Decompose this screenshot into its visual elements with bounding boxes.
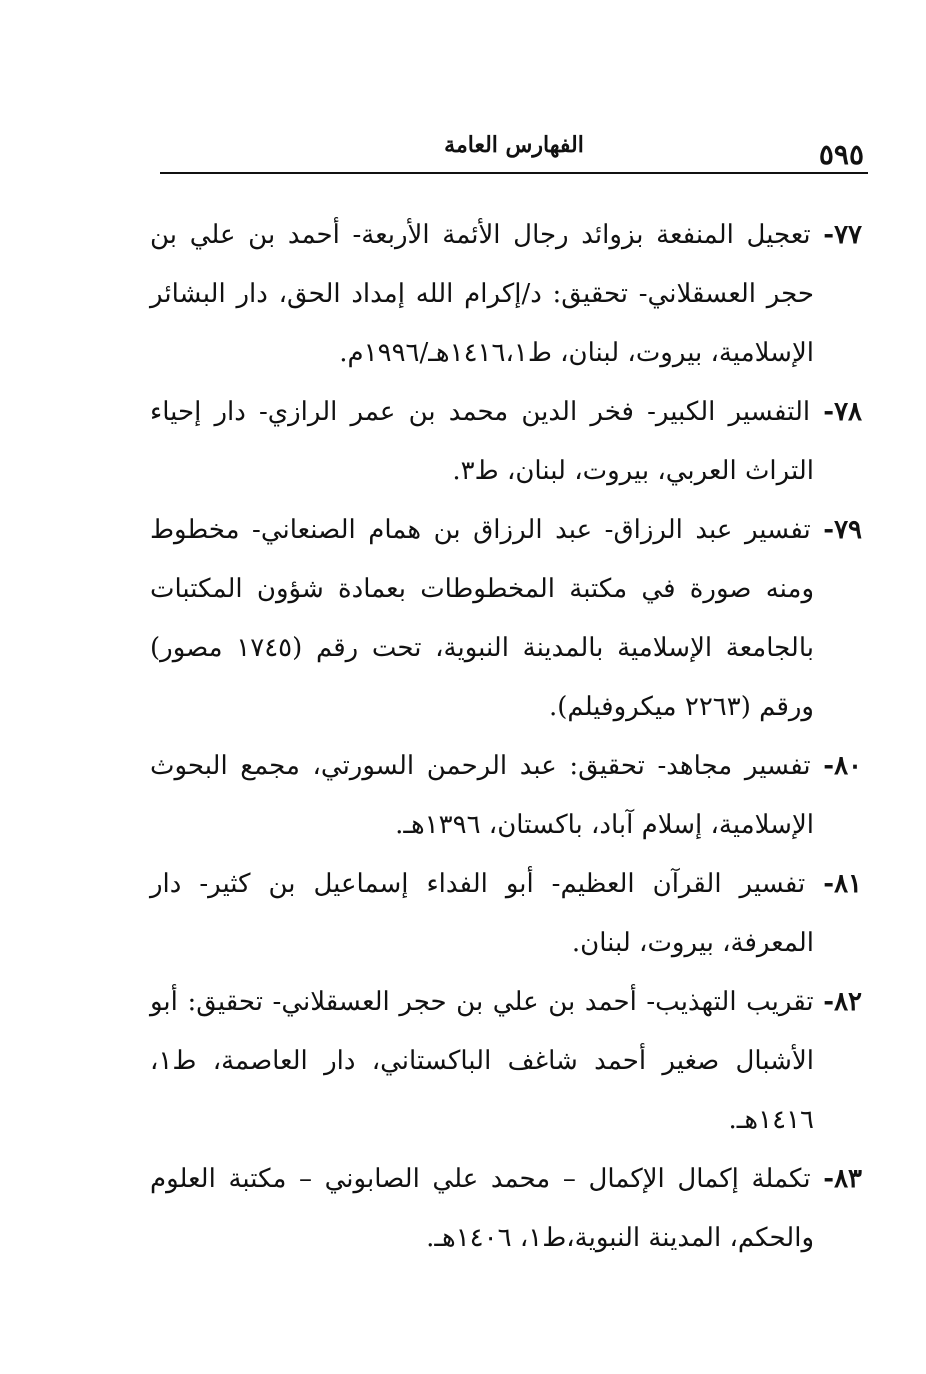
entry-text: تفسير القرآن العظيم- أبو الفداء إسماعيل بن كثير- دار المعرفة، بيروت، لبنان. bbox=[150, 869, 824, 958]
entry-text: تكملة إكمال الإكمال – محمد علي الصابوني – مكتبة العلوم والحكم، المدينة النبوية،ط١، ١٤٠٦هـ. bbox=[150, 1164, 824, 1253]
page-number: ٥٩٥ bbox=[818, 138, 864, 171]
entry-text: تفسير عبد الرزاق- عبد الرزاق بن همام الصنعاني- مخطوط ومنه صورة في مكتبة المخطوطات بعمادة شؤون المكتبات بالجامعة الإسلامية بالمدينة النبوية، تحت رقم (١٧٤٥ مصور) ورقم (٢٢٦٣ ميكروفيلم). bbox=[150, 515, 824, 722]
entry-number: ٧٩- bbox=[823, 515, 862, 545]
bibliography-entry-79 bbox=[150, 501, 862, 737]
entry-number: ٧٧- bbox=[823, 220, 862, 250]
entry-number: ٧٨- bbox=[823, 397, 862, 427]
entry-text: تقريب التهذيب- أحمد بن علي بن حجر العسقلاني- تحقيق: أبو الأشبال صغير أحمد شاغف الباكستاني، دار العاصمة، ط١، ١٤١٦هـ. bbox=[150, 987, 824, 1135]
bibliography-entry-80 bbox=[150, 737, 862, 855]
bibliography-entry-78 bbox=[150, 383, 862, 501]
bibliography-entry-82 bbox=[150, 973, 862, 1150]
entry-text: التفسير الكبير- فخر الدين محمد بن عمر الرازي- دار إحياء التراث العربي، بيروت، لبنان، ط٣. bbox=[150, 397, 824, 486]
bibliography-entry-83 bbox=[150, 1150, 862, 1268]
bibliography-list bbox=[150, 206, 862, 1268]
header-rule bbox=[160, 172, 868, 174]
entry-number: ٨٣- bbox=[823, 1164, 862, 1194]
entry-number: ٨٢- bbox=[823, 987, 862, 1017]
page-header bbox=[160, 128, 868, 176]
bibliography-entry-77 bbox=[150, 206, 862, 383]
entry-number: ٨٠- bbox=[823, 751, 862, 781]
entry-text: تعجيل المنفعة بزوائد رجال الأئمة الأربعة- أحمد بن علي بن حجر العسقلاني- تحقيق: د/إكرام الله إمداد الحق، دار البشائر الإسلامية، بيروت، لبنان، ط١٤١٦،١هـ/١٩٩٦م. bbox=[150, 220, 824, 368]
entry-number: ٨١- bbox=[823, 869, 862, 899]
running-title: الفهارس العامة bbox=[444, 132, 584, 158]
bibliography-entry-81 bbox=[150, 855, 862, 973]
entry-text: تفسير مجاهد- تحقيق: عبد الرحمن السورتي، مجمع البحوث الإسلامية، إسلام آباد، باكستان، ١٣٩٦هـ. bbox=[150, 751, 824, 840]
